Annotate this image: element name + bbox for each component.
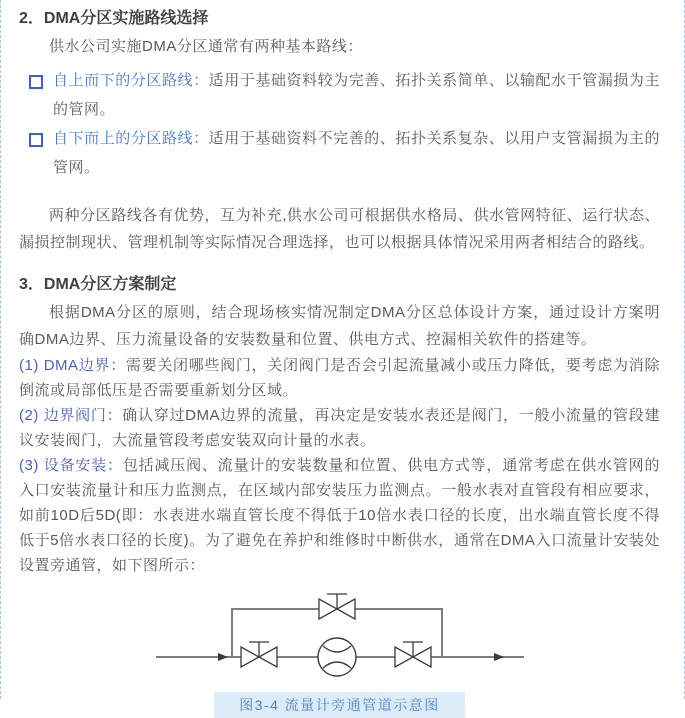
figure-area (19, 588, 660, 688)
bullet-label: 自下而上的分区路线： (53, 130, 209, 147)
item-text: 包括减压阀、流量计的安装数量和位置、供电方式等，通常考虑在供水管网的入口安装流量计和压力监测点，在区域内部安装压力监测点。一般水表对直管段有相应要求，如前10D后5D(即：水表进水端直管长度不得低于10倍水表口径的长度，出水端直管长度不得低于5倍水表口径的长度)。为了避免在养护和维修时中断供水，通常在DMA入口流量计安装处设置旁通管，如下图所示： (19, 457, 660, 574)
bullet-text: 适用于基础资料较为完善、拓扑关系简单、以输配水干管漏损为主的管网。 (53, 72, 660, 118)
document-content (1, 0, 684, 718)
section-2-heading: 2．DMA分区实施路线选择 (19, 10, 209, 27)
gate-valve-left-icon (241, 642, 277, 667)
flow-meter-icon (318, 638, 356, 676)
section-2-summary: 两种分区路线各有优势，互为补充,供水公司可根据供水格局、供水管网特征、运行状态、漏损控制现状、管理机制等实际情况合理选择，也可以根据具体情况采用两者相结合的路线。 (19, 207, 660, 251)
item-device-install (19, 453, 660, 578)
item-label: (3) 设备安装： (19, 457, 123, 474)
figure-caption-row (19, 692, 660, 718)
section-2-intro: 供水公司实施DMA分区通常有两种基本路线： (49, 38, 363, 55)
gate-valve-right-icon (395, 642, 431, 667)
item-label: (1) DMA边界： (19, 357, 126, 374)
item-text: 需要关闭哪些阀门，关闭阀门是否会引起流量减小或压力降低，要考虑为消除倒流或局部低压是否需要重新划分区域。 (19, 357, 660, 399)
item-label: (2) 边界阀门： (19, 407, 123, 424)
bypass-valve-icon (319, 594, 355, 619)
item-boundary-valve (19, 403, 660, 453)
square-bullet-icon (29, 75, 43, 89)
bullet-item-top-down (19, 66, 660, 124)
section-3-heading: 3．DMA分区方案制定 (19, 276, 177, 293)
bullet-label: 自上而下的分区路线： (53, 72, 209, 89)
item-text: 确认穿过DMA边界的流量，再决定是安装水表还是阀门，一般小流量的管段建议安装阀门，大流量管段考虑安装双向计量的水表。 (19, 407, 660, 449)
outlet-arrow-icon (494, 653, 504, 661)
bypass-pipe-diagram (154, 588, 526, 688)
figure-caption: 图3-4 流量计旁通管道示意图 (214, 692, 465, 718)
inlet-arrow-icon (218, 653, 228, 661)
item-dma-boundary (19, 353, 660, 403)
bullet-body (53, 124, 660, 182)
bullet-item-bottom-up (19, 124, 660, 182)
square-bullet-icon (29, 133, 43, 147)
section-3-intro: 根据DMA分区的原则，结合现场核实情况制定DMA分区总体设计方案，通过设计方案明确DMA边界、压力流量设备的安装数量和位置、供电方式、控漏相关软件的搭建等。 (19, 304, 660, 348)
bullet-body (53, 66, 660, 124)
bullet-text: 适用于基础资料不完善的、拓扑关系复杂、以用户支管漏损为主的管网。 (53, 130, 660, 176)
